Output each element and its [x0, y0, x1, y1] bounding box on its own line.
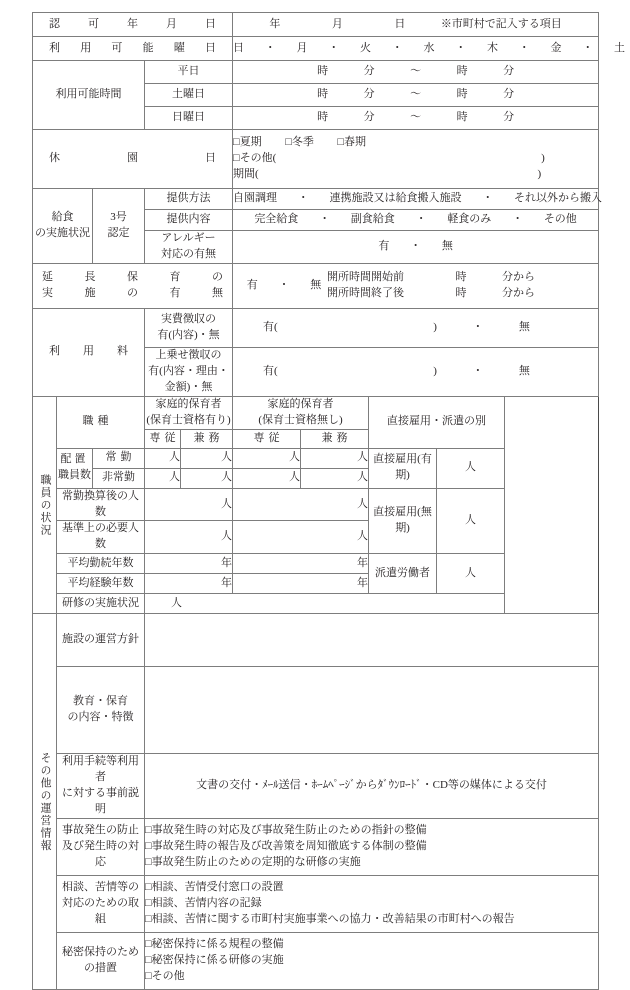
cell-licensed-dedicated-parttime[interactable]: 人	[145, 468, 181, 488]
label-dispatched-worker: 派遣労働者	[369, 554, 437, 594]
checkbox-item[interactable]: □秘密保持に係る研修の実施	[145, 954, 284, 967]
label-available-hours: 利用可能時間	[33, 61, 145, 130]
cell-direct-employment-permanent[interactable]: 人	[437, 488, 505, 554]
label-parttime: 非常勤	[93, 468, 145, 488]
option-other[interactable]: その他	[543, 213, 577, 226]
row-extended-care	[33, 263, 599, 308]
checkbox-item[interactable]: □相談、苦情に関する市町村実施事業への協力・改善結果の市町村への報告	[145, 913, 515, 926]
label-job-type: 職種	[57, 396, 145, 448]
field-accident-prevention[interactable]	[145, 819, 599, 876]
label-avg-experience: 平均経験年数	[57, 574, 145, 594]
label-hours-saturday: 土曜日	[145, 84, 233, 107]
row-accident-prevention	[33, 819, 599, 876]
header-unlicensed-concurrent: 兼務	[301, 429, 369, 448]
label-extended-care: 延長保育の 実施の有無	[33, 263, 233, 308]
row-avg-experience	[33, 574, 599, 594]
row-actual-cost-fee	[33, 308, 599, 347]
header-caregiver-unlicensed: 家庭的保育者 (保育士資格無し)	[233, 396, 369, 429]
label-allergy-support: アレルギー 対応の有無	[145, 231, 233, 264]
closed-days-period[interactable]: 期間( )	[233, 167, 542, 180]
label-meal-content: 提供内容	[145, 210, 233, 231]
checkbox-spring[interactable]: □春期	[337, 136, 366, 149]
cell-unlicensed-avg-tenure[interactable]: 年	[233, 554, 369, 574]
extended-after-close[interactable]: 開所時間終了後 時 分から	[327, 286, 536, 299]
day-mon[interactable]: 月	[296, 41, 308, 54]
option-full-meal[interactable]: 完全給食	[254, 213, 299, 226]
minute-open: 分	[363, 88, 375, 101]
closed-days-other[interactable]: □その他( )	[233, 152, 545, 165]
row-confidentiality	[33, 933, 599, 990]
approval-note: ※市町村で記入する項目	[440, 17, 562, 30]
checkbox-item[interactable]: □事故発生時の報告及び改善策を周知徹底する体制の整備	[145, 840, 427, 853]
label-confidentiality: 秘密保持のための措置	[57, 933, 145, 990]
day-wed[interactable]: 水	[423, 41, 435, 54]
hour-open: 時	[317, 111, 329, 124]
label-fees: 利用料	[33, 308, 145, 396]
field-advance-explanation[interactable]: 文書の交付・ﾒｰﾙ送信・ﾎｰﾑﾍﾟｰｼﾞからﾀﾞｳﾝﾛｰﾄﾞ・CD等の媒体による交付	[145, 754, 599, 819]
cell-unlicensed-fte[interactable]: 人	[233, 488, 369, 521]
row-required-count	[33, 521, 599, 554]
cell-unlicensed-concurrent-fulltime[interactable]: 人	[301, 448, 369, 468]
sep: ・	[391, 41, 403, 54]
label-hours-weekday: 平日	[145, 61, 233, 84]
fee-no[interactable]: 無	[518, 364, 530, 377]
day-sat[interactable]: 土	[614, 41, 626, 54]
checkbox-summer[interactable]: □夏期	[233, 136, 262, 149]
label-training-status: 研修の実施状況	[57, 594, 145, 614]
label-meal-status: 給食 の実施状況	[33, 189, 93, 264]
header-licensed-concurrent: 兼務	[181, 429, 233, 448]
checkbox-item[interactable]: □事故発生防止のための定期的な研修の実施	[145, 856, 361, 869]
label-hours-sunday: 日曜日	[145, 107, 233, 130]
cell-unlicensed-concurrent-parttime[interactable]: 人	[301, 468, 369, 488]
row-management-policy	[33, 614, 599, 667]
cell-dispatched-worker[interactable]: 人	[437, 554, 505, 594]
field-meal-method[interactable]: 自園調理 ・ 連携施設又は給食搬入施設 ・ それ以外から搬入	[233, 189, 599, 210]
tilde: ～	[410, 111, 422, 124]
tilde: ～	[410, 88, 422, 101]
label-complaint-handling: 相談、苦情等の 対応のための取組	[57, 876, 145, 933]
minute-open: 分	[363, 65, 375, 78]
option-extended-yes[interactable]: 有	[246, 278, 258, 291]
day-thu[interactable]: 木	[487, 41, 499, 54]
minute-close: 分	[503, 65, 515, 78]
option-external[interactable]: それ以外から搬入	[514, 192, 603, 205]
fee-close: )	[433, 320, 437, 333]
label-fulltime: 常勤	[93, 448, 145, 468]
row-complaint-handling	[33, 876, 599, 933]
row-avg-tenure	[33, 554, 599, 574]
field-confidentiality[interactable]	[145, 933, 599, 990]
closed-days-seasons	[233, 135, 598, 151]
label-advance-explanation: 利用手続等利用者 に対する事前説明	[57, 754, 145, 819]
option-self-cooking[interactable]: 自園調理	[233, 192, 278, 205]
option-allergy-no[interactable]: 無	[441, 239, 453, 252]
label-actual-cost-fee: 実費徴収の 有(内容)・無	[145, 308, 233, 347]
hour-open: 時	[317, 65, 329, 78]
checkbox-winter[interactable]: □冬季	[285, 136, 314, 149]
row-staff-group-headers	[33, 396, 599, 429]
row-advance-explanation	[33, 754, 599, 819]
row-fte-count	[33, 488, 599, 521]
sep: ・	[328, 41, 340, 54]
label-required-count: 基準上の必要人数	[57, 521, 145, 554]
field-approval-date[interactable]	[233, 13, 599, 37]
option-allergy-yes[interactable]: 有	[378, 239, 390, 252]
header-caregiver-licensed: 家庭的保育者 (保育士資格有り)	[145, 396, 233, 429]
checkbox-item[interactable]: □事故発生時の対応及び事故発生防止のための指針の整備	[145, 824, 427, 837]
field-allergy-support[interactable]: 有 ・ 無	[233, 231, 599, 264]
label-accident-prevention: 事故発生の防止 及び発生時の対応	[57, 819, 145, 876]
approval-month: 月	[331, 17, 343, 30]
row-closed-days	[33, 130, 599, 189]
fee-no[interactable]: 無	[518, 320, 530, 333]
minute-close: 分	[503, 111, 515, 124]
facility-information-form	[32, 12, 626, 990]
row-staff-fulltime	[33, 448, 599, 468]
tilde: ～	[410, 65, 422, 78]
minute-close: 分	[503, 88, 515, 101]
cell-licensed-concurrent-fulltime[interactable]: 人	[181, 448, 233, 468]
field-complaint-handling[interactable]	[145, 876, 599, 933]
header-licensed-dedicated: 専従	[145, 429, 181, 448]
label-education-content: 教育・保育 の内容・特徴	[57, 667, 145, 754]
label-assigned-staff-count: 配置 職員数	[57, 448, 93, 488]
cell-unlicensed-dedicated-fulltime[interactable]: 人	[233, 448, 301, 468]
field-facility-policy[interactable]	[145, 614, 599, 667]
hour-close: 時	[456, 111, 468, 124]
checkbox-item[interactable]: □相談、苦情内容の記録	[145, 897, 262, 910]
extended-care-times	[327, 270, 535, 302]
field-meal-content[interactable]: 完全給食 ・ 副食給食 ・ 軽食のみ ・ その他	[233, 210, 599, 231]
sep: ・	[455, 41, 467, 54]
label-surcharge-fee: 上乗せ徴収の 有(内容・理由・金額)・無	[145, 347, 233, 396]
row-training-status	[33, 594, 599, 614]
field-extended-care[interactable]	[233, 263, 599, 308]
cell-direct-employment-fixed-term[interactable]: 人	[437, 448, 505, 488]
extended-before-open[interactable]: 開所時間開始前 時 分から	[327, 270, 536, 283]
label-fte-count: 常勤換算後の人数	[57, 488, 145, 521]
approval-day: 日	[394, 17, 406, 30]
cell-unlicensed-dedicated-parttime[interactable]: 人	[233, 468, 301, 488]
row-education-content	[33, 667, 599, 754]
minute-open: 分	[363, 111, 375, 124]
label-certification-type3: 3号 認定	[93, 189, 145, 264]
field-hours-weekday[interactable]	[233, 61, 599, 84]
field-hours-saturday[interactable]	[233, 84, 599, 107]
fee-close: )	[433, 364, 437, 377]
cell-training-status[interactable]: 人	[145, 594, 505, 614]
sep: ・	[264, 41, 276, 54]
day-tue[interactable]: 火	[360, 41, 372, 54]
label-staff-status: 職員の状況	[33, 396, 57, 614]
checkbox-item[interactable]: □相談、苦情受付窓口の設置	[145, 881, 284, 894]
checkbox-item[interactable]: □その他	[145, 970, 185, 983]
row-approval-date	[33, 13, 599, 37]
field-education-content[interactable]	[145, 667, 599, 754]
option-extended-no[interactable]: 無	[310, 278, 322, 291]
cell-unlicensed-required[interactable]: 人	[233, 521, 369, 554]
header-employment-type: 直接雇用・派遣の別	[369, 396, 505, 448]
sep: ・	[518, 41, 530, 54]
day-sun[interactable]: 日	[233, 41, 245, 54]
cell-licensed-concurrent-parttime[interactable]: 人	[181, 468, 233, 488]
hour-open: 時	[317, 88, 329, 101]
label-approval-date: 認可年月日	[33, 13, 233, 37]
row-meal-method	[33, 189, 599, 210]
extended-care-yesno[interactable]: 有 ・ 無	[246, 278, 322, 291]
hour-close: 時	[456, 65, 468, 78]
label-direct-employment-fixed-term: 直接雇用(有期)	[369, 448, 437, 488]
fee-yes[interactable]: 有(	[263, 364, 278, 377]
label-avg-tenure: 平均勤続年数	[57, 554, 145, 574]
checkbox-item[interactable]: □秘密保持に係る規程の整備	[145, 938, 284, 951]
label-facility-policy: 施設の運営方針	[57, 614, 145, 667]
row-staff-parttime	[33, 468, 599, 488]
cell-licensed-fte[interactable]: 人	[145, 488, 233, 521]
approval-year: 年	[269, 17, 281, 30]
fee-yes[interactable]: 有(	[263, 320, 278, 333]
cell-unlicensed-avg-experience[interactable]: 年	[233, 574, 369, 594]
field-available-days[interactable]	[233, 37, 626, 61]
cell-licensed-required[interactable]: 人	[145, 521, 233, 554]
label-closed-days: 休園日	[33, 130, 233, 189]
cell-licensed-avg-tenure[interactable]: 年	[145, 554, 233, 574]
field-surcharge-fee[interactable]: 有( ) ・ 無	[233, 347, 599, 396]
cell-licensed-avg-experience[interactable]: 年	[145, 574, 233, 594]
label-meal-method: 提供方法	[145, 189, 233, 210]
option-snack-only[interactable]: 軽食のみ	[447, 213, 492, 226]
label-direct-employment-permanent: 直接雇用(無期)	[369, 488, 437, 554]
hour-close: 時	[456, 88, 468, 101]
day-fri[interactable]: 金	[550, 41, 562, 54]
label-other-management-info: その他の運営情報	[33, 614, 57, 990]
option-partner-facility[interactable]: 連携施設又は給食搬入施設	[329, 192, 462, 205]
option-side-meal[interactable]: 副食給食	[350, 213, 395, 226]
cell-licensed-dedicated-fulltime[interactable]: 人	[145, 448, 181, 468]
sep: ・	[582, 41, 594, 54]
field-hours-sunday[interactable]	[233, 107, 599, 130]
header-unlicensed-dedicated: 専従	[233, 429, 301, 448]
row-available-days	[33, 37, 599, 61]
field-actual-cost-fee[interactable]: 有( ) ・ 無	[233, 308, 599, 347]
field-closed-days[interactable]	[233, 130, 599, 189]
row-hours-weekday	[33, 61, 599, 84]
label-available-days: 利用可能曜日	[33, 37, 233, 61]
